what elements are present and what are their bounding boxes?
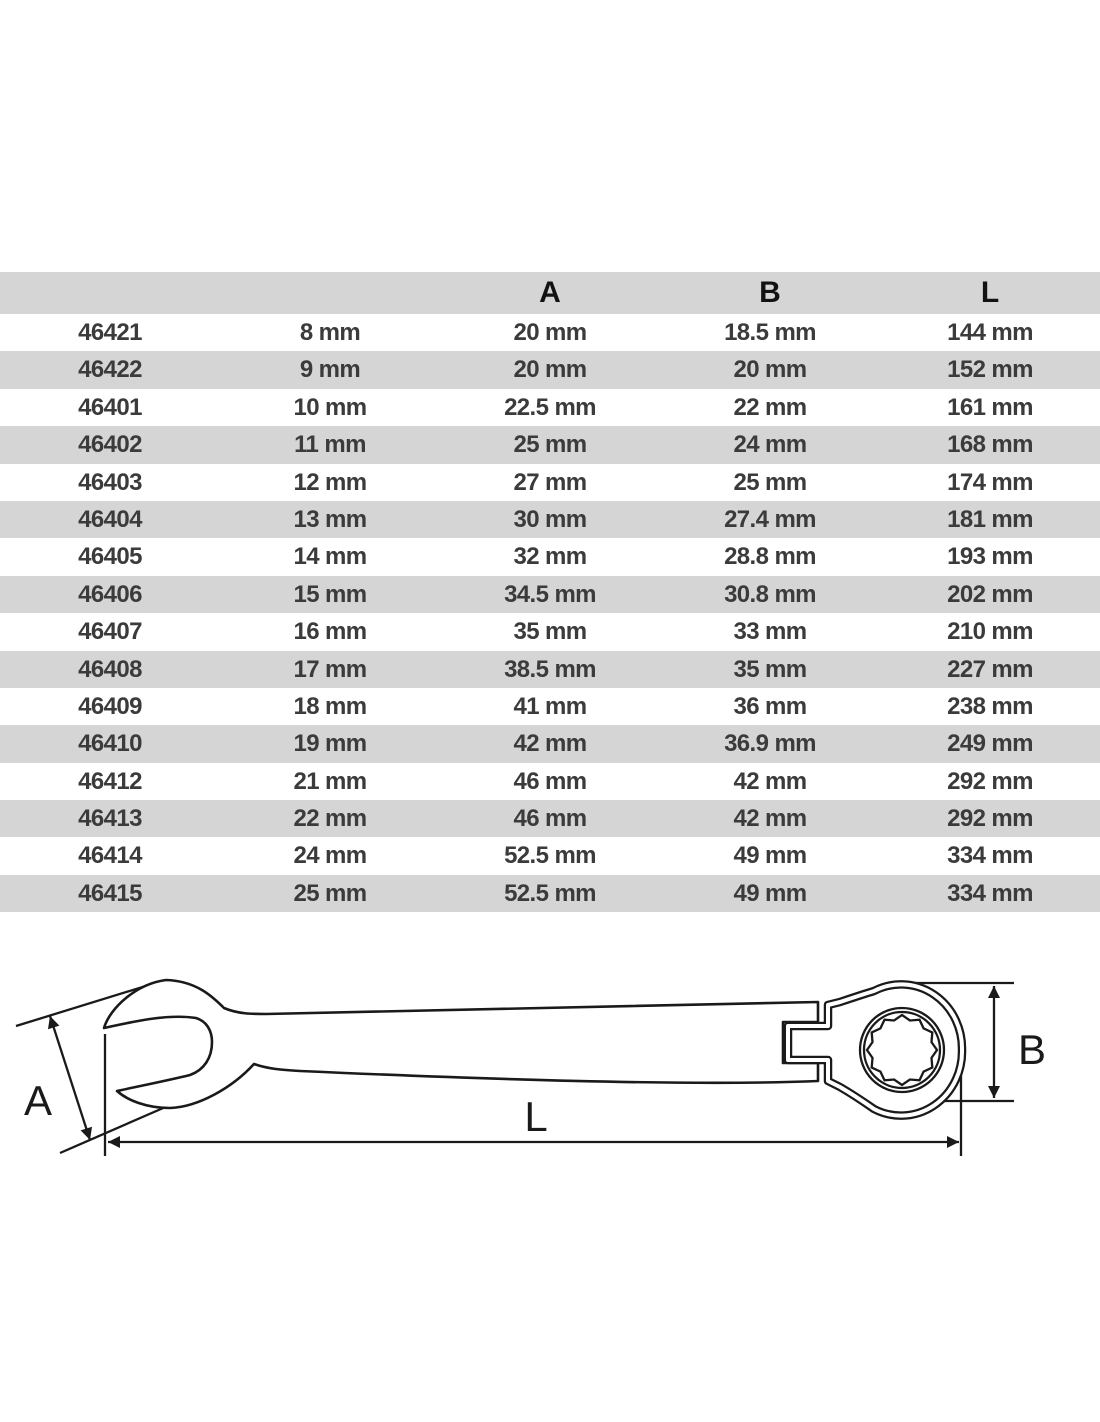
table-cell: 181 mm <box>947 505 1033 533</box>
table-cell: 33 mm <box>733 618 807 646</box>
table-cell: 46402 <box>78 431 142 459</box>
table-cell: 227 mm <box>947 655 1033 683</box>
table-cell: 32 mm <box>513 543 587 571</box>
table-cell: 22 mm <box>733 393 807 421</box>
table-cell: 12 mm <box>293 468 367 496</box>
table-cell: 49 mm <box>733 842 807 870</box>
spec-table-body <box>0 314 1100 912</box>
table-cell: 9 mm <box>299 356 361 384</box>
table-header-row <box>0 272 1100 314</box>
table-cell: 46401 <box>78 393 142 421</box>
table-cell: 27.4 mm <box>724 505 816 533</box>
table-cell: 46412 <box>78 767 142 795</box>
table-cell: 24 mm <box>733 431 807 459</box>
table-row <box>0 651 1100 688</box>
table-row <box>0 837 1100 874</box>
table-cell: 22 mm <box>293 805 367 833</box>
table-cell: 46413 <box>78 805 142 833</box>
table-cell: 34.5 mm <box>504 580 596 608</box>
table-cell: 14 mm <box>293 543 367 571</box>
table-row <box>0 763 1100 800</box>
table-cell: 46403 <box>78 468 142 496</box>
table-cell: 152 mm <box>947 356 1033 384</box>
table-cell: 193 mm <box>947 543 1033 571</box>
header-cell-a: A <box>539 276 561 309</box>
table-cell: 28.8 mm <box>724 543 816 571</box>
table-cell: 46409 <box>78 692 142 720</box>
table-cell: 22.5 mm <box>504 393 596 421</box>
table-cell: 249 mm <box>947 730 1033 758</box>
table-cell: 20 mm <box>513 319 587 346</box>
table-cell: 292 mm <box>947 805 1033 833</box>
table-cell: 18.5 mm <box>724 319 816 346</box>
table-cell: 210 mm <box>947 618 1033 646</box>
wrench-body-outline <box>104 980 818 1108</box>
dim-a-arrow-line <box>50 1016 90 1140</box>
header-cell-b: B <box>759 276 781 309</box>
table-cell: 36.9 mm <box>724 730 816 758</box>
table-cell: 27 mm <box>513 468 587 496</box>
table-cell: 144 mm <box>947 319 1033 346</box>
header-cell-l: L <box>980 276 1000 309</box>
table-cell: 30 mm <box>513 505 587 533</box>
table-row <box>0 688 1100 725</box>
table-cell: 46421 <box>78 319 142 346</box>
table-cell: 10 mm <box>293 393 367 421</box>
table-cell: 36 mm <box>733 692 807 720</box>
table-cell: 25 mm <box>293 879 367 907</box>
table-cell: 46422 <box>78 356 142 384</box>
table-cell: 41 mm <box>513 692 587 720</box>
table-cell: 46408 <box>78 655 142 683</box>
table-cell: 46414 <box>78 842 142 870</box>
table-cell: 8 mm <box>299 319 361 346</box>
table-row <box>0 725 1100 762</box>
table-cell: 49 mm <box>733 879 807 907</box>
table-cell: 46415 <box>78 879 142 907</box>
table-cell: 334 mm <box>947 842 1033 870</box>
spec-table <box>0 272 1100 912</box>
table-cell: 13 mm <box>293 505 367 533</box>
header-cell-item <box>0 272 220 314</box>
dim-b-label: B <box>1017 1026 1047 1073</box>
table-cell: 15 mm <box>293 580 367 608</box>
table-row <box>0 389 1100 426</box>
header-cell-size <box>220 272 440 314</box>
table-cell: 292 mm <box>947 767 1033 795</box>
table-cell: 20 mm <box>513 356 587 384</box>
table-cell: 25 mm <box>513 431 587 459</box>
table-cell: 46407 <box>78 618 142 646</box>
table-cell: 46404 <box>78 505 142 533</box>
dim-a-label: A <box>23 1077 53 1124</box>
table-row <box>0 426 1100 463</box>
table-cell: 46405 <box>78 543 142 571</box>
table-cell: 18 mm <box>293 692 367 720</box>
table-cell: 174 mm <box>947 468 1033 496</box>
table-cell: 16 mm <box>293 618 367 646</box>
table-row <box>0 464 1100 501</box>
table-cell: 42 mm <box>513 730 587 758</box>
table-cell: 46 mm <box>513 767 587 795</box>
table-cell: 17 mm <box>293 655 367 683</box>
table-row <box>0 314 1100 351</box>
table-row <box>0 538 1100 575</box>
table-row <box>0 800 1100 837</box>
dim-l-label: L <box>524 1093 548 1140</box>
table-row <box>0 576 1100 613</box>
table-row <box>0 501 1100 538</box>
table-cell: 30.8 mm <box>724 580 816 608</box>
table-cell: 42 mm <box>733 805 807 833</box>
table-cell: 161 mm <box>947 393 1033 421</box>
table-cell: 24 mm <box>293 842 367 870</box>
table-cell: 238 mm <box>947 692 1033 720</box>
table-cell: 46410 <box>78 730 142 758</box>
table-cell: 35 mm <box>733 655 807 683</box>
table-row <box>0 875 1100 912</box>
table-cell: 38.5 mm <box>504 655 596 683</box>
table-cell: 42 mm <box>733 767 807 795</box>
table-cell: 52.5 mm <box>504 879 596 907</box>
table-cell: 46406 <box>78 580 142 608</box>
table-row <box>0 613 1100 650</box>
table-cell: 21 mm <box>293 767 367 795</box>
wrench-diagram <box>0 950 1100 1290</box>
table-cell: 25 mm <box>733 468 807 496</box>
table-cell: 11 mm <box>294 431 366 459</box>
table-row <box>0 351 1100 388</box>
table-cell: 202 mm <box>947 580 1033 608</box>
table-cell: 20 mm <box>733 356 807 384</box>
table-cell: 35 mm <box>513 618 587 646</box>
table-cell: 19 mm <box>293 730 367 758</box>
table-cell: 52.5 mm <box>504 842 596 870</box>
table-cell: 46 mm <box>513 805 587 833</box>
table-cell: 334 mm <box>947 879 1033 907</box>
table-cell: 168 mm <box>947 431 1033 459</box>
